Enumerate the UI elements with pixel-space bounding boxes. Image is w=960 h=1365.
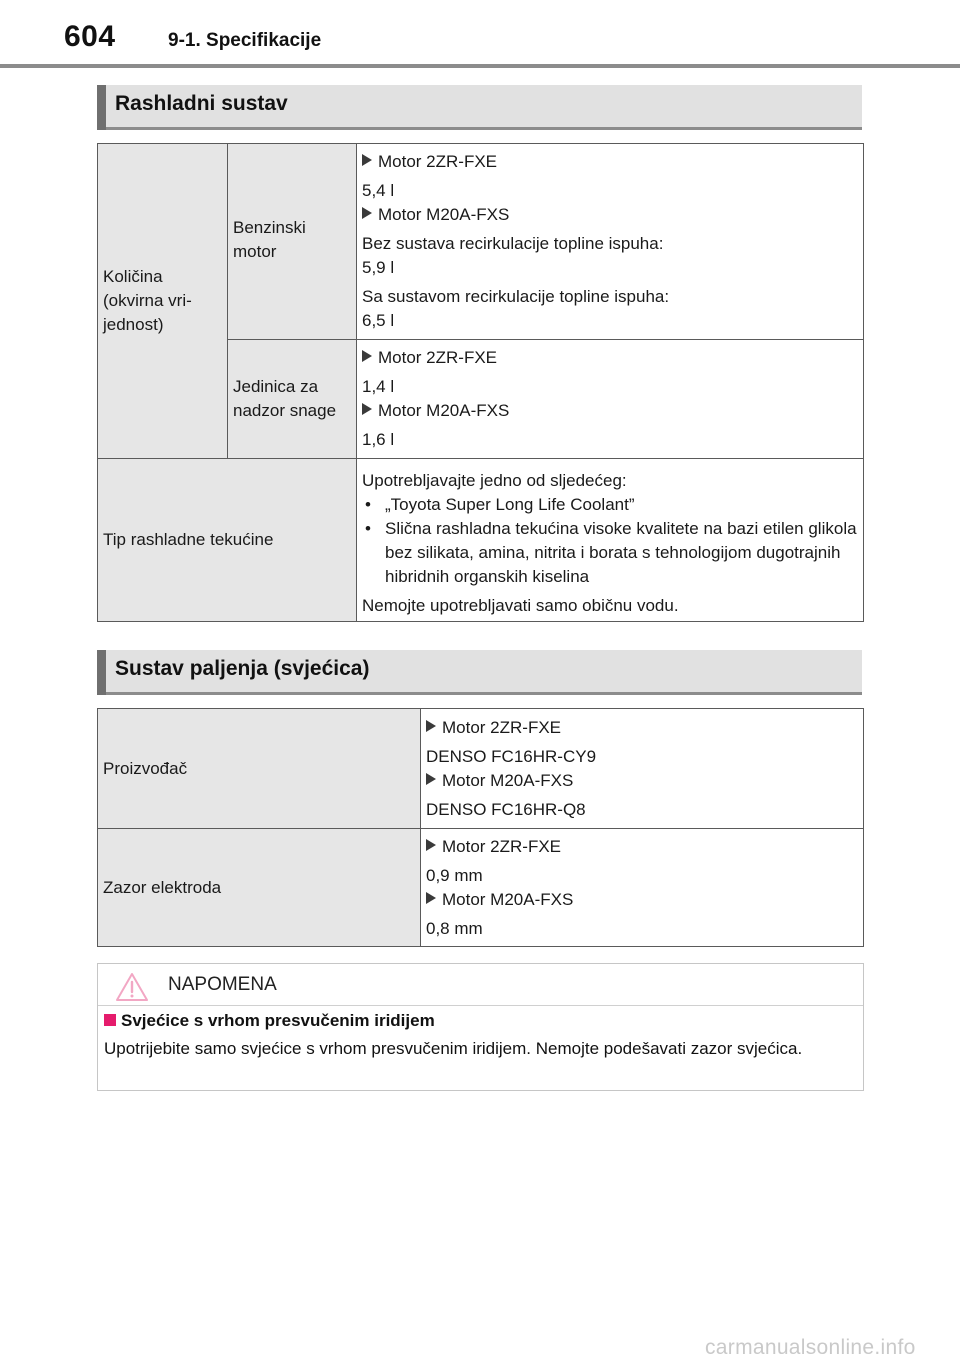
cell-manufacturer: Motor 2ZR-FXE DENSO FC16HR-CY9 Motor M20A-FXS DENSO FC16HR-Q8 — [421, 709, 864, 829]
row-label-petrol-engine: Benzinski motor — [228, 144, 357, 340]
arrow-right-icon — [426, 720, 436, 732]
page-header — [0, 0, 960, 68]
section-heading-ignition — [97, 650, 862, 695]
section-heading-cooling — [97, 85, 862, 130]
arrow-right-icon — [426, 892, 436, 904]
engine-entry: Motor M20A-FXS — [426, 888, 858, 912]
row-label-coolant-type: Tip rashladne tekućine — [98, 459, 357, 622]
cell-power-control-unit-capacity: Motor 2ZR-FXE 1,4 l Motor M20A-FXS 1,6 l — [357, 340, 864, 459]
arrow-right-icon — [362, 403, 372, 415]
warning-triangle-icon — [115, 972, 149, 1002]
arrow-right-icon — [362, 350, 372, 362]
arrow-right-icon — [362, 207, 372, 219]
engine-entry: Motor M20A-FXS — [362, 203, 858, 227]
engine-entry: Motor M20A-FXS — [362, 399, 858, 423]
row-label-manufacturer: Proizvođač — [98, 709, 421, 829]
table-row — [98, 144, 864, 340]
engine-entry: Motor 2ZR-FXE — [362, 346, 858, 370]
table-row — [98, 829, 864, 947]
arrow-right-icon — [426, 773, 436, 785]
note-subtitle: Svjećice s vrhom presvučenim iridijem — [104, 1011, 435, 1031]
arrow-right-icon — [362, 154, 372, 166]
row-label-quantity: Količina (okvirna vri- jednost) — [98, 144, 228, 459]
note-box — [97, 963, 864, 1091]
square-bullet-icon — [104, 1014, 116, 1026]
list-item: • „Toyota Super Long Life Coolant” — [365, 494, 635, 514]
cell-coolant-type: Upotrebljavajte jedno od sljedećeg: • „Toyota Super Long Life Coolant” • Slična rashladna tekućina visoke kvalitete na bazi etilen glikola bez silikata, amina, nitrita i borata s tehnologijom dugotrajnih hibridnih organskih kiselina Nemojte upotrebljavati samo običnu vodu. — [357, 459, 864, 622]
engine-entry: Motor 2ZR-FXE — [426, 835, 858, 859]
cell-petrol-engine-capacity: Motor 2ZR-FXE 5,4 l Motor M20A-FXS Bez sustava recirkulacije topline ispuha: 5,9 l Sa sustavom recirkulacije topline ispuha: 6,5 l — [357, 144, 864, 340]
ignition-table — [97, 708, 864, 947]
list-item: • Slična rashladna tekućina visoke kvalitete na bazi etilen glikola bez silikata, amina, nitrita i borata s tehnologijom dugotrajnih hibridnih organskih kiselina — [365, 518, 857, 586]
engine-entry: Motor M20A-FXS — [426, 769, 858, 793]
engine-entry: Motor 2ZR-FXE — [426, 716, 858, 740]
row-label-electrode-gap: Zazor elektroda — [98, 829, 421, 947]
cooling-table — [97, 143, 864, 622]
table-row — [98, 709, 864, 829]
row-label-power-control-unit: Jedinica za nadzor snage — [228, 340, 357, 459]
page-number: 604 — [64, 20, 116, 53]
note-header — [98, 964, 863, 1006]
section-heading-bar — [97, 85, 106, 130]
arrow-right-icon — [426, 839, 436, 851]
header-rule — [0, 64, 960, 68]
section-heading-bar — [97, 650, 106, 695]
section-heading-title: Rashladni sustav — [115, 92, 288, 115]
section-path: 9-1. Specifikacije — [168, 30, 322, 51]
engine-entry: Motor 2ZR-FXE — [362, 150, 858, 174]
cell-electrode-gap: Motor 2ZR-FXE 0,9 mm Motor M20A-FXS 0,8 mm — [421, 829, 864, 947]
watermark: carmanualsonline.info — [705, 1336, 916, 1359]
section-heading-title: Sustav paljenja (svjećica) — [115, 657, 370, 680]
note-title: NAPOMENA — [168, 974, 277, 995]
note-body: Upotrijebite samo svjećice s vrhom presvučenim iridijem. Nemojte podešavati zazor svjećica. — [104, 1039, 803, 1058]
table-row — [98, 459, 864, 622]
